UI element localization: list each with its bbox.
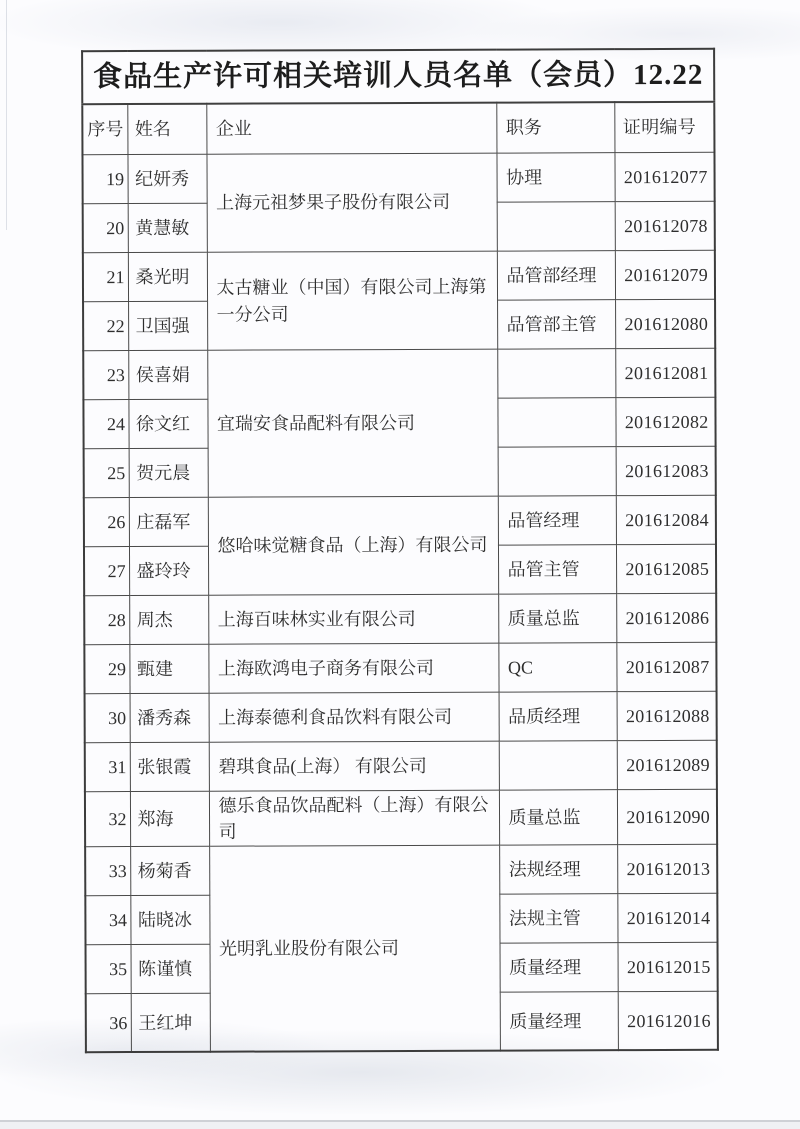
- cell-name: 甄建: [129, 644, 208, 693]
- cell-name: 卫国强: [128, 301, 207, 350]
- cell-name: 张银霞: [130, 742, 209, 791]
- cell-name: 郑海: [130, 791, 209, 846]
- cell-no: 30: [85, 694, 130, 743]
- cell-cert: 201612084: [616, 495, 716, 544]
- cell-company: 宜瑞安食品配料有限公司: [207, 349, 498, 497]
- cell-cert: 201612086: [616, 593, 716, 642]
- table-row: [84, 642, 716, 693]
- cell-position: 协理: [496, 153, 614, 202]
- table-row: [83, 348, 715, 399]
- cell-no: 26: [84, 498, 129, 547]
- col-header-cert: 证明编号: [614, 102, 714, 153]
- cell-cert: 201612016: [618, 991, 718, 1050]
- cell-company: 德乐食品饮品配料（上海）有限公司: [209, 790, 499, 846]
- cell-no: 25: [84, 449, 129, 498]
- cell-cert: 201612082: [615, 397, 715, 446]
- title-row: [82, 49, 714, 104]
- cell-cert: 201612090: [617, 789, 717, 845]
- cell-name: 桑光明: [128, 252, 207, 301]
- cell-position: [498, 447, 616, 496]
- cell-no: 32: [85, 792, 130, 847]
- cell-cert: 201612081: [615, 348, 715, 397]
- header-row: [82, 102, 714, 155]
- cell-cert: 201612087: [616, 642, 716, 691]
- cell-position: 品质经理: [499, 692, 617, 741]
- cell-no: 34: [85, 896, 130, 945]
- cell-cert: 201612088: [617, 691, 717, 740]
- cell-cert: 201612079: [615, 250, 715, 299]
- cell-no: 28: [84, 596, 129, 645]
- cell-name: 陆晓冰: [130, 895, 209, 944]
- cell-name: 侯喜娟: [128, 350, 207, 399]
- cell-position: 法规经理: [499, 845, 617, 894]
- cell-position: QC: [498, 643, 616, 692]
- cell-company: 太古糖业（中国）有限公司上海第一分公司: [207, 251, 497, 350]
- cell-name: 纪妍秀: [127, 154, 206, 203]
- cell-position: 质量总监: [498, 594, 616, 643]
- cell-no: 31: [85, 743, 130, 792]
- cell-no: 23: [83, 351, 128, 400]
- cell-cert: 201612077: [614, 152, 714, 201]
- cell-name: 潘秀森: [130, 693, 209, 742]
- table-row: [84, 593, 716, 644]
- cell-no: 27: [84, 547, 129, 596]
- cell-name: 周杰: [129, 595, 208, 644]
- cell-company: 上海百味林实业有限公司: [208, 594, 498, 644]
- cell-company: 上海元祖梦果子股份有限公司: [206, 153, 496, 252]
- cell-name: 陈谨慎: [131, 944, 210, 993]
- page-title: 食品生产许可相关培训人员名单（会员）12.22: [82, 49, 714, 104]
- cell-no: 36: [86, 994, 131, 1053]
- col-header-position: 职务: [496, 102, 614, 153]
- cell-no: 35: [86, 945, 131, 994]
- cell-name: 王红坤: [131, 993, 210, 1052]
- col-header-company: 企业: [206, 103, 496, 155]
- cell-name: 黄慧敏: [128, 203, 207, 252]
- cell-company: 上海泰德利食品饮料有限公司: [209, 692, 499, 742]
- cell-position: 品管部经理: [497, 251, 615, 300]
- scan-edge-artifact: [0, 1122, 800, 1129]
- cell-cert: 201612089: [617, 740, 717, 789]
- cell-cert: 201612083: [616, 446, 716, 495]
- table-row: [85, 844, 717, 895]
- cell-no: 21: [83, 253, 128, 302]
- cell-no: 22: [83, 302, 128, 351]
- cell-cert: 201612085: [616, 544, 716, 593]
- cell-no: 24: [83, 400, 128, 449]
- cell-position: [497, 349, 615, 398]
- col-header-no: 序号: [82, 104, 127, 155]
- cell-name: 盛玲玲: [129, 546, 208, 595]
- table-row: [83, 250, 715, 301]
- cell-cert: 201612014: [617, 893, 717, 942]
- col-header-name: 姓名: [127, 104, 206, 155]
- table-row: [85, 740, 717, 791]
- table-row: [84, 495, 716, 546]
- cell-company: 悠哈味觉糖食品（上海）有限公司: [208, 496, 498, 595]
- cell-name: 杨菊香: [130, 846, 209, 895]
- cell-name: 徐文红: [128, 399, 207, 448]
- table-row: [85, 789, 717, 847]
- cell-position: 品管主管: [498, 545, 616, 594]
- cell-position: 质量总监: [499, 790, 617, 846]
- cell-no: 19: [82, 155, 127, 204]
- cell-cert: 201612013: [617, 844, 717, 893]
- training-roster-table: [81, 48, 719, 1054]
- cell-name: 庄磊军: [129, 497, 208, 546]
- cell-position: 质量经理: [500, 943, 618, 992]
- cell-position: 品管部主管: [497, 300, 615, 349]
- cell-position: [499, 741, 617, 790]
- cell-company: 碧琪食品(上海） 有限公司: [209, 741, 499, 791]
- cell-position: [497, 398, 615, 447]
- cell-cert: 201612015: [618, 942, 718, 991]
- scan-edge-artifact: [6, 0, 7, 230]
- cell-company: 上海欧鸿电子商务有限公司: [208, 643, 498, 693]
- cell-position: [497, 202, 615, 251]
- cell-no: 20: [83, 204, 128, 253]
- cell-position: 质量经理: [500, 992, 618, 1051]
- cell-position: 法规主管: [499, 894, 617, 943]
- cell-no: 29: [84, 645, 129, 694]
- cell-name: 贺元晨: [129, 448, 208, 497]
- cell-cert: 201612078: [615, 201, 715, 250]
- cell-company: 光明乳业股份有限公司: [209, 845, 500, 1052]
- cell-position: 品管经理: [498, 496, 616, 545]
- cell-no: 33: [85, 847, 130, 896]
- cell-cert: 201612080: [615, 299, 715, 348]
- table-row: [85, 691, 717, 742]
- table-row: [82, 152, 714, 203]
